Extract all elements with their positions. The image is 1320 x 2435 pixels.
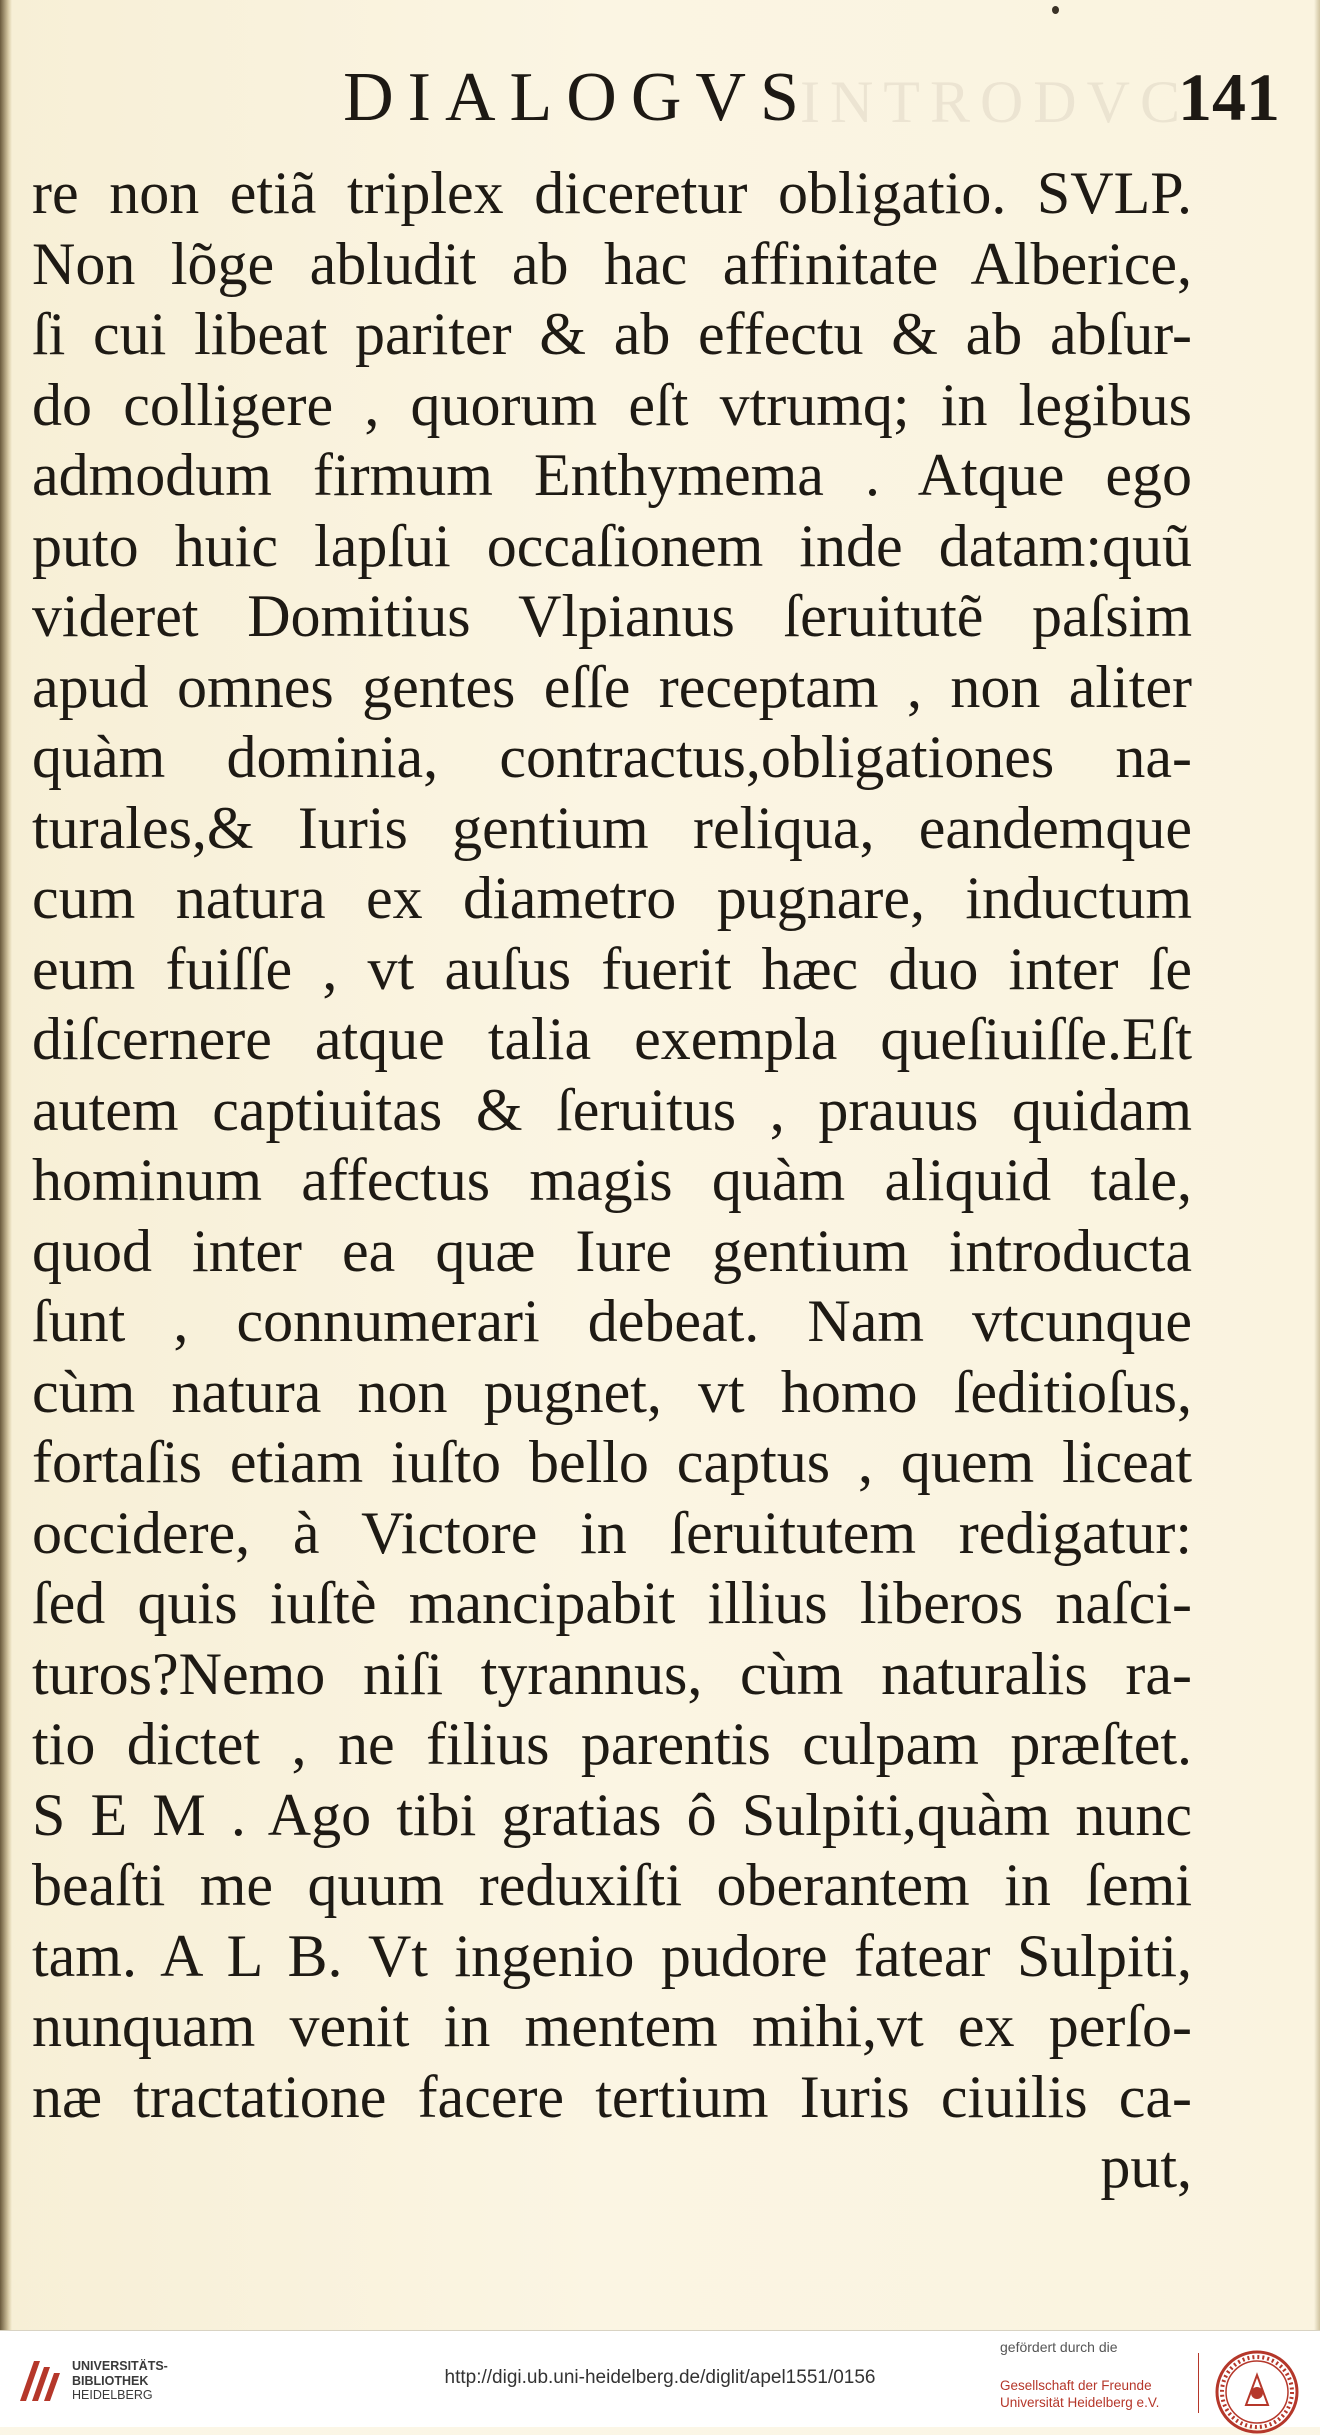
text-line: tam. A L B. Vt ingenio pudore fatear Sulpiti, (32, 1922, 1192, 1989)
catchword: put, (1100, 2134, 1192, 2200)
text-line: fortaſis etiam iuſto bello captus , quem liceat (32, 1429, 1192, 1495)
library-name-line: UNIVERSITÄTS- (72, 2359, 168, 2373)
library-name-line: BIBLIOTHEK (72, 2373, 149, 2388)
viewer-footer (0, 2330, 1320, 2427)
text-line: videret Domitius Vlpianus ſeruitutẽ paſsim (32, 583, 1192, 649)
sponsor-label: gefördert durch die (1000, 2339, 1118, 2355)
body-text (32, 158, 1192, 2203)
text-line: tio dictet , ne filius parentis culpam præſtet. (32, 1711, 1192, 1777)
text-line: cùm natura non pugnet, vt homo ſeditioſus, (32, 1358, 1192, 1425)
text-line: admodum firmum Enthymema . Atque ego (32, 442, 1192, 508)
text-line: hominum affectus magis quàm aliquid tale, (32, 1147, 1192, 1213)
text-line: do colligere , quorum eſt vtrumq; in legibus (32, 371, 1192, 438)
text-line: puto huic lapſui occaſionem inde datam:quũ (32, 512, 1192, 579)
running-title: DIALOGVS (343, 59, 813, 136)
page-number: 141 (1178, 59, 1280, 135)
page-right-edge (1314, 0, 1320, 2330)
text-line: occidere, à Victore in ſeruitutem redigatur: (32, 1499, 1192, 1566)
sponsor-name-line: Gesellschaft der Freunde (1000, 2378, 1152, 2393)
text-line: turos?Nemo niſi tyrannus, cùm naturalis ra- (32, 1640, 1192, 1707)
ink-speck (1052, 6, 1059, 14)
text-line: quod inter ea quæ Iure gentium introducta (32, 1217, 1192, 1284)
page-header (30, 52, 1290, 142)
text-line: turales,& Iuris gentium reliqua, eandemque (32, 794, 1192, 861)
text-line: nunquam venit in mentem mihi,vt ex perſo- (32, 1993, 1192, 2059)
text-line: ſi cui libeat pariter & ab effectu & ab abſur- (32, 301, 1192, 367)
text-line: eum fuiſſe , vt auſus fuerit hæc duo inter ſe (32, 935, 1192, 1002)
library-name-line: HEIDELBERG (72, 2388, 153, 2402)
sponsor-name (1000, 2377, 1159, 2411)
text-line: re non etiã triplex diceretur obligatio. SVLP. (32, 160, 1192, 226)
page-binding-edge (0, 0, 12, 2330)
text-line: quàm dominia, contractus,obligationes na- (32, 724, 1192, 790)
text-line: næ tractatione facere tertium Iuris ciuilis ca- (32, 2063, 1192, 2130)
text-line: apud omnes gentes eſſe receptam , non aliter (32, 653, 1192, 720)
sponsor-divider (1198, 2353, 1199, 2413)
text-line: ſed quis iuſtè mancipabit illius liberos naſci- (32, 1570, 1192, 1636)
text-line: ſunt , connumerari debeat. Nam vtcunque (32, 1288, 1192, 1354)
text-line: S E M . Ago tibi gratias ô Sulpiti,quàm nunc (32, 1781, 1192, 1848)
permalink-url[interactable]: http://digi.ub.uni-heidelberg.de/diglit/apel1551/0156 (444, 2367, 876, 2388)
text-line: autem captiuitas & ſeruitus , prauus quidam (32, 1076, 1192, 1143)
text-line: Non lõge abludit ab hac affinitate Alberice, (32, 230, 1192, 297)
text-line: cum natura ex diametro pugnare, inductum (32, 865, 1192, 931)
sponsor-name-line: Universität Heidelberg e.V. (1000, 2395, 1160, 2410)
text-line: beaſti me quum reduxiſti oberantem in ſemi (32, 1852, 1192, 1918)
university-seal-icon (1214, 2349, 1300, 2435)
text-line: diſcernere atque talia exempla queſiuiſſe.Eſt (32, 1006, 1192, 1072)
show-through-title: INTRODVC (800, 69, 1190, 135)
